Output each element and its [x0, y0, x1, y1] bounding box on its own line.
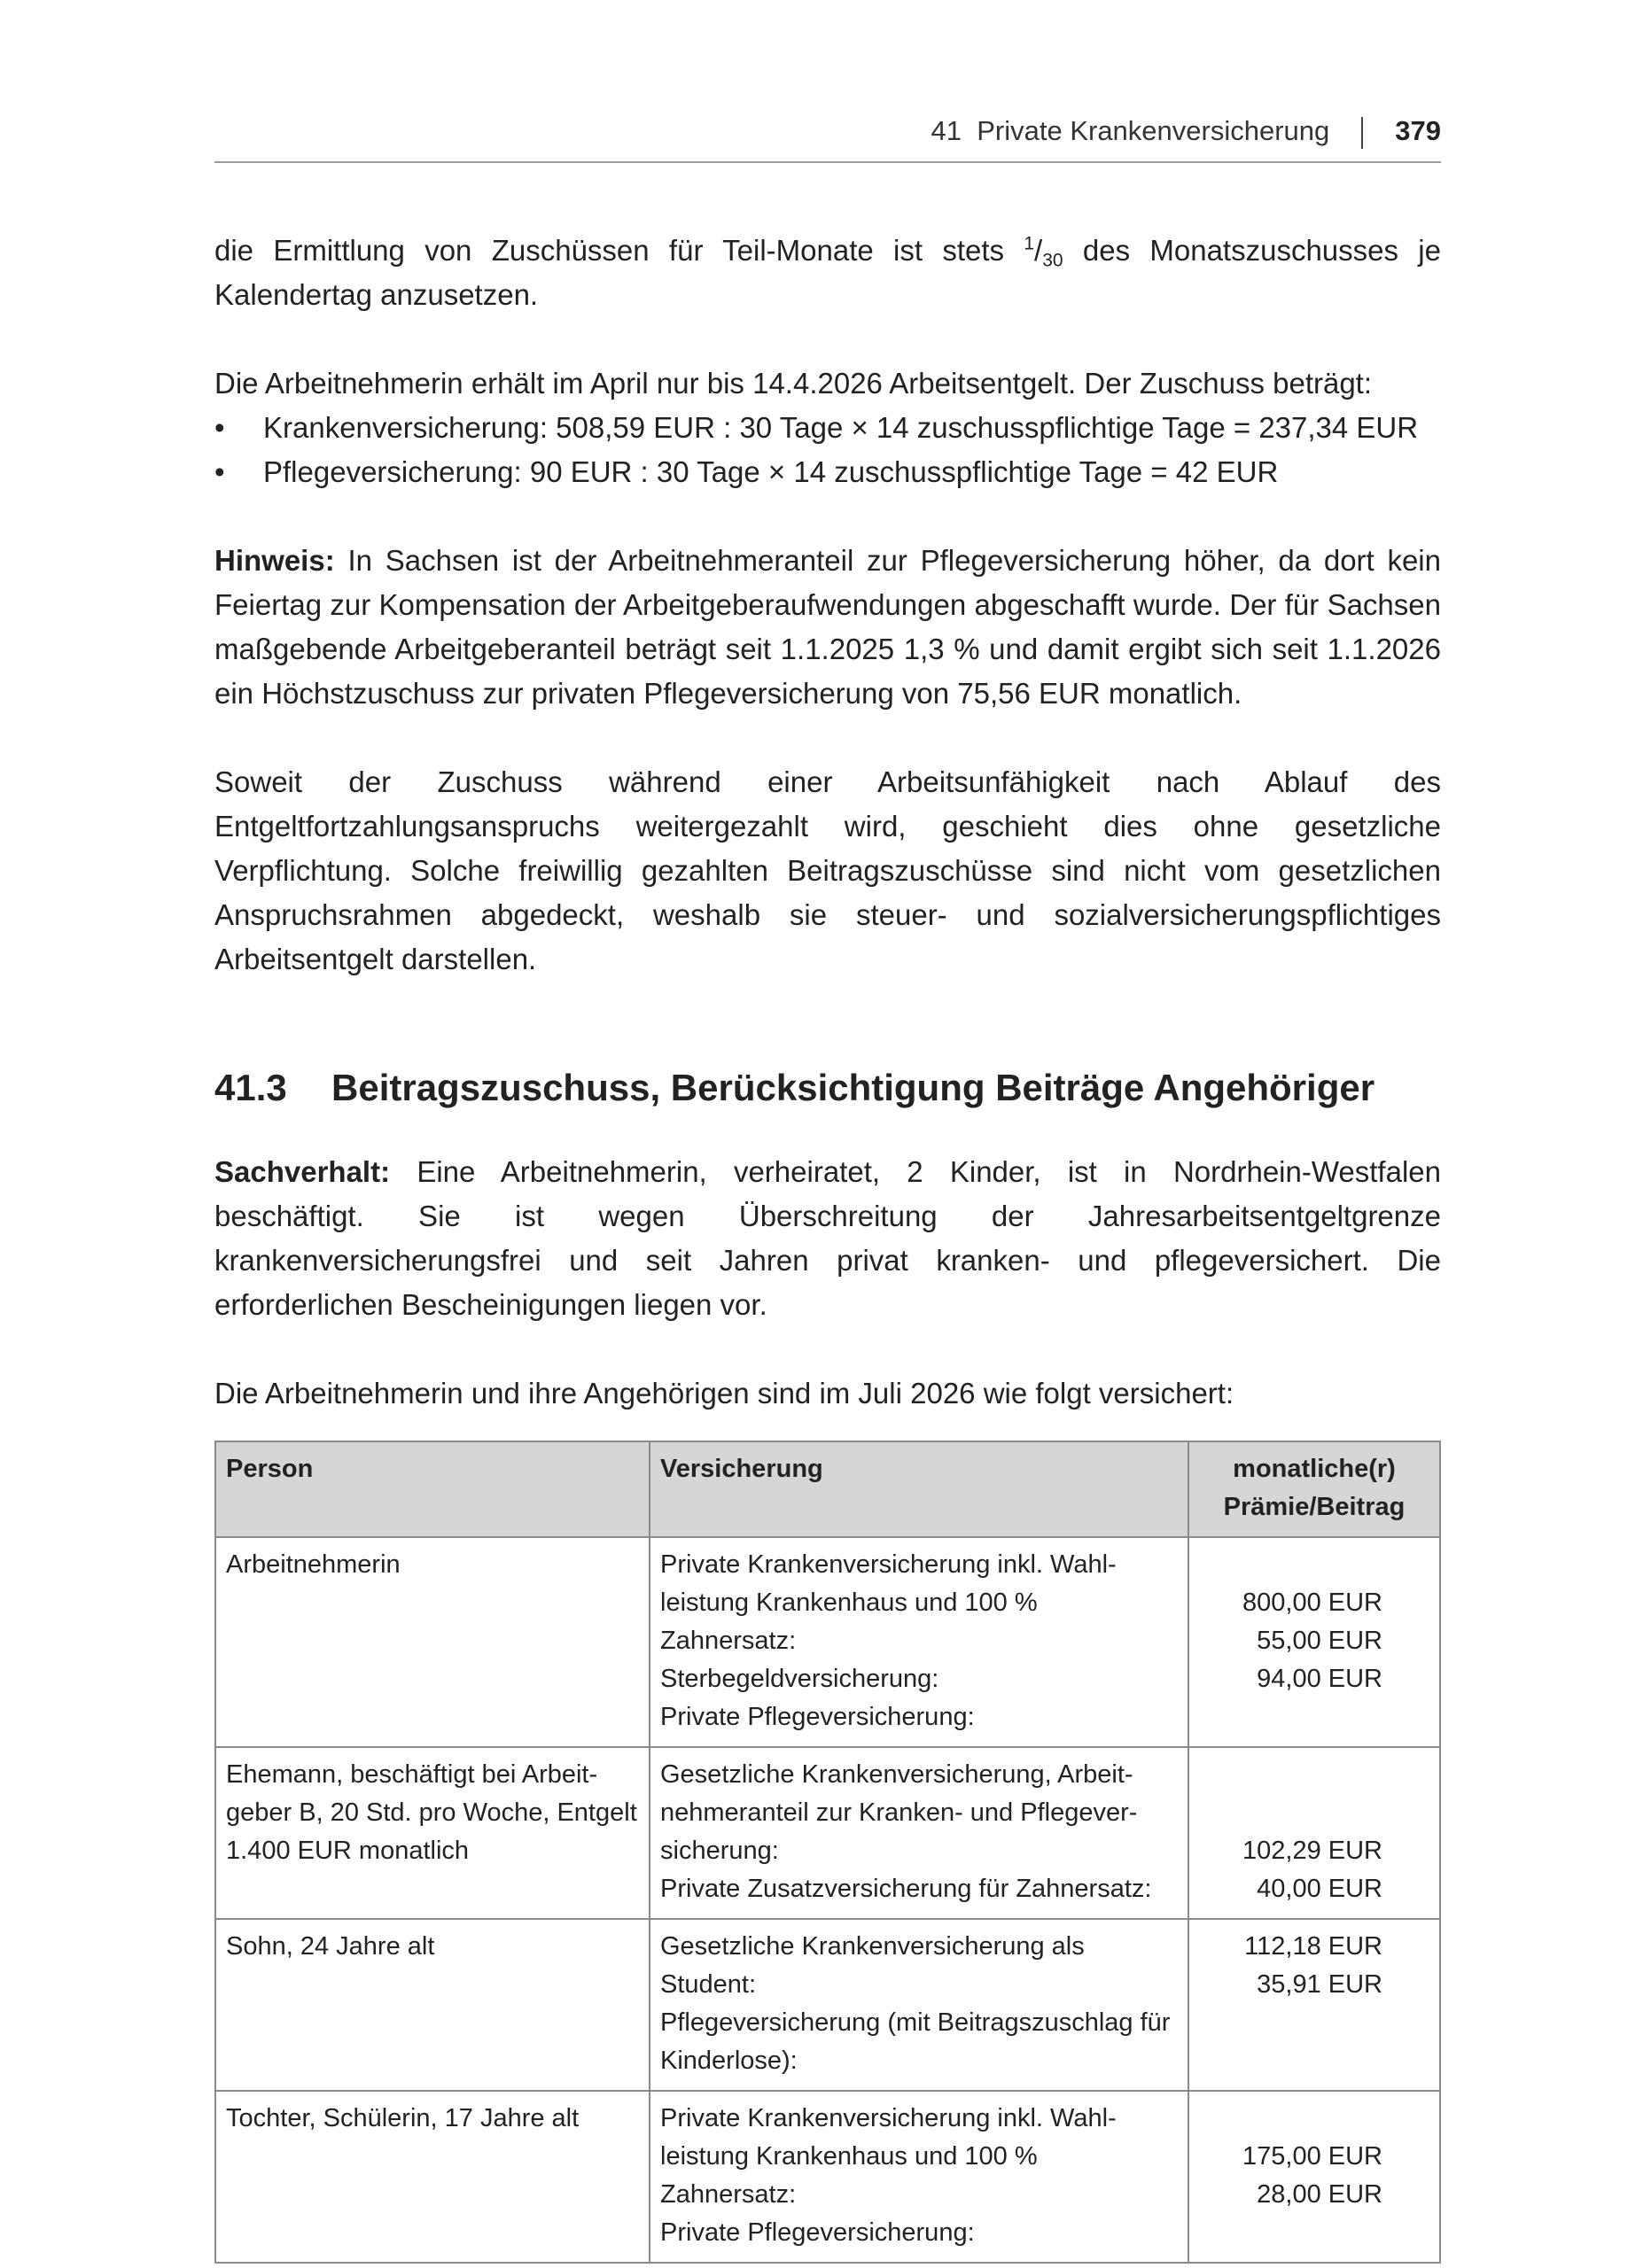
fraction-denominator: 30: [1042, 250, 1063, 271]
paragraph-arbeitsunfaehigkeit: Soweit der Zuschuss während einer Arbeitsunfähigkeit nach Ablauf des Entgeltfortzahlungsanspruchs weitergezahlt wird, geschieht dies ohne gesetzliche Verpflichtung. Solche freiwillig gezahlten Beitragszuschüsse sind nicht vom gesetzlichen Anspruchsrahmen abgedeckt, weshalb sie steuer- und sozialversicherungspflichtiges Arbeitsentgelt darstellen.: [214, 765, 1441, 975]
cell-line: Tochter, Schülerin, 17 Jahre alt: [226, 2104, 580, 2132]
cell-line: leistung Krankenhaus und 100 % Zahnersatz:: [660, 1588, 1038, 1655]
cell-line: Private Krankenversicherung inkl. Wahl-: [660, 1550, 1117, 1579]
cell-line: 28,00 EUR: [1257, 2180, 1382, 2209]
cell-amount: [1188, 1747, 1440, 1919]
table-row: [215, 1537, 1440, 1747]
header-amount-line: Prämie/Beitrag: [1223, 1493, 1406, 1521]
cell-person: [215, 1537, 650, 1747]
bullet-icon: •: [214, 411, 225, 444]
chapter-title: 41 Private Krankenversicherung: [931, 115, 1330, 146]
cell-line: [1199, 1794, 1382, 1832]
paragraph-table-intro: Die Arbeitnehmerin und ihre Angehörigen sind im Juli 2026 wie folgt versichert:: [214, 1377, 1234, 1410]
cell-versicherung: [650, 2091, 1188, 2263]
paragraph-teilmonate: [214, 229, 1441, 317]
cell-line: Private Pflegeversicherung:: [660, 1703, 975, 1731]
cell-line: 112,18 EUR: [1244, 1932, 1382, 1961]
section-heading: [214, 1061, 1441, 1115]
cell-line: 1.400 EUR monatlich: [226, 1837, 470, 1865]
cell-line: 102,29 EUR: [1242, 1837, 1382, 1865]
table-row: [215, 1747, 1440, 1919]
section-title: Beitragszuschuss, Berücksichtigung Beiträge Angehöriger: [331, 1067, 1375, 1108]
paragraph-sachverhalt: [214, 1150, 1441, 1327]
hinweis-text: In Sachsen ist der Arbeitnehmeranteil zur Pflegeversicherung höher, da dort kein Feiertag zur Kompensation der Arbeitgeberaufwendungen abgeschafft wurde. Der für Sachsen maßgebende Arbeitgeberanteil beträgt seit 1.1.2025 1,3 % und damit ergibt sich seit 1.1.2026 ein Höchstzuschuss zur privaten Pflegeversicherung von 75,56 EUR monatlich.: [214, 544, 1441, 710]
cell-line: Sohn, 24 Jahre alt: [226, 1932, 435, 1961]
cell-line: leistung Krankenhaus und 100 % Zahnersatz:: [660, 2142, 1038, 2209]
cell-line: 175,00 EUR: [1242, 2142, 1382, 2171]
fraction-slash: /: [1034, 234, 1043, 267]
hinweis-label: Hinweis:: [214, 544, 335, 577]
cell-versicherung: [650, 1747, 1188, 1919]
header-versicherung: Versicherung: [650, 1441, 1188, 1537]
list-item-text: Pflegeversicherung: 90 EUR : 30 Tage × 14 zuschusspflichtige Tage = 42 EUR: [263, 455, 1279, 488]
cell-line: 35,91 EUR: [1257, 1970, 1382, 1999]
header-amount: [1188, 1441, 1440, 1537]
list-item: [214, 450, 1441, 494]
cell-line: [1199, 2100, 1382, 2138]
cell-line: [1199, 1756, 1382, 1794]
cell-line: Private Krankenversicherung inkl. Wahl-: [660, 2104, 1117, 2132]
cell-line: 94,00 EUR: [1257, 1665, 1382, 1693]
page-content: [214, 229, 1441, 2264]
cell-line: nehmeranteil zur Kranken- und Pflegever-: [660, 1798, 1138, 1827]
cell-line: Student:: [660, 1970, 757, 1999]
paragraph-text: des Monatszuschusses je Kalendertag anzusetzen.: [214, 234, 1441, 311]
fraction-numerator: 1: [1024, 233, 1035, 254]
list-item: [214, 406, 1441, 450]
cell-line: Kinderlose):: [660, 2047, 798, 2075]
insurance-table: [214, 1441, 1441, 2264]
cell-amount: [1188, 2091, 1440, 2263]
paragraph-hinweis: [214, 539, 1441, 716]
header-separator: [1361, 117, 1363, 149]
header-amount-line: monatliche(r): [1233, 1455, 1396, 1483]
list-item-text: Krankenversicherung: 508,59 EUR : 30 Tage × 14 zuschusspflichtige Tage = 237,34 EUR: [263, 411, 1419, 444]
section-number: 41.3: [214, 1067, 287, 1108]
cell-versicherung: [650, 1919, 1188, 2091]
running-header: [214, 115, 1441, 163]
cell-person: [215, 1919, 650, 2091]
cell-line: 55,00 EUR: [1257, 1627, 1382, 1655]
cell-line: Pflegeversicherung (mit Beitragszuschlag für: [660, 2008, 1171, 2037]
cell-amount: [1188, 1919, 1440, 2091]
cell-person: [215, 2091, 650, 2263]
paragraph-april: Die Arbeitnehmerin erhält im April nur bis 14.4.2026 Arbeitsentgelt. Der Zuschuss beträgt:: [214, 367, 1373, 400]
header-person: Person: [215, 1441, 650, 1537]
bullet-list: [214, 406, 1441, 494]
sachverhalt-label: Sachverhalt:: [214, 1155, 391, 1188]
cell-line: Arbeitnehmerin: [226, 1550, 401, 1579]
table-row: [215, 1919, 1440, 2091]
cell-person: [215, 1747, 650, 1919]
cell-line: 800,00 EUR: [1242, 1588, 1382, 1617]
cell-line: [1199, 1546, 1382, 1584]
cell-line: Ehemann, beschäftigt bei Arbeit-: [226, 1760, 598, 1789]
cell-line: Sterbegeldversicherung:: [660, 1665, 939, 1693]
sachverhalt-text: Eine Arbeitnehmerin, verheiratet, 2 Kinder, ist in Nordrhein-Westfalen beschäftigt. Sie ist wegen Überschreitung der Jahresarbeitsentgeltgrenze krankenversicherungsfrei und seit Jahren privat kranken- und pflegeversichert. Die erforderlichen Bescheinigungen liegen vor.: [214, 1155, 1441, 1321]
cell-line: geber B, 20 Std. pro Woche, Entgelt: [226, 1798, 637, 1827]
cell-line: Private Zusatzversicherung für Zahnersatz:: [660, 1875, 1152, 1903]
bullet-icon: •: [214, 455, 225, 488]
page-number: 379: [1395, 115, 1441, 146]
cell-line: sicherung:: [660, 1837, 779, 1865]
cell-line: Gesetzliche Krankenversicherung als: [660, 1932, 1085, 1961]
cell-amount: [1188, 1537, 1440, 1747]
cell-line: Private Pflegeversicherung:: [660, 2218, 975, 2247]
table-row: [215, 2091, 1440, 2263]
table-header-row: [215, 1441, 1440, 1537]
cell-line: Gesetzliche Krankenversicherung, Arbeit-: [660, 1760, 1133, 1789]
cell-line: 40,00 EUR: [1257, 1875, 1382, 1903]
paragraph-text: die Ermittlung von Zuschüssen für Teil-Monate ist stets: [214, 234, 1024, 267]
cell-versicherung: [650, 1537, 1188, 1747]
